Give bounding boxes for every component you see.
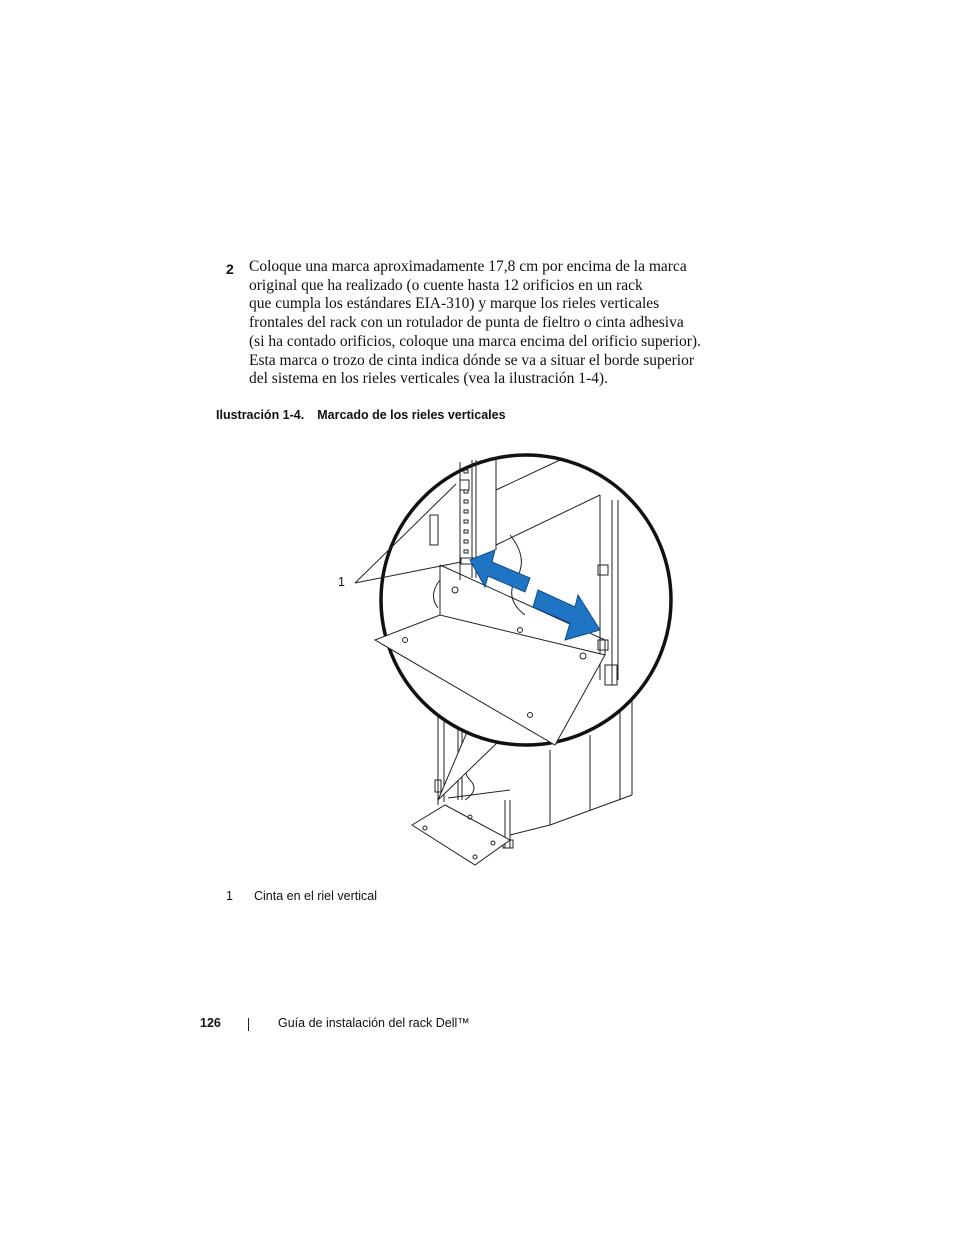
rack-shelf-lower xyxy=(412,805,510,865)
step-line: (si ha contado orificios, coloque una marca encima del orificio superior). xyxy=(249,332,701,350)
figure-caption xyxy=(216,408,506,422)
callout-number: 1 xyxy=(338,575,345,589)
legend-number: 1 xyxy=(226,889,233,903)
footer-separator xyxy=(248,1018,249,1031)
step-text xyxy=(249,258,719,389)
figure-title: Marcado de los rieles verticales xyxy=(317,408,506,422)
step-line: Esta marca o trozo de cinta indica dónde se va a situar el borde superior xyxy=(249,351,695,369)
step-number: 2 xyxy=(226,261,234,277)
figure-label: Ilustración 1-4. xyxy=(216,408,305,422)
page-number: 126 xyxy=(200,1016,221,1030)
step-line: del sistema en los rieles verticales (vea la ilustración 1-4). xyxy=(249,370,608,388)
figure-legend xyxy=(226,889,377,903)
step-line: Coloque una marca aproximadamente 17,8 cm por encima de la marca xyxy=(249,258,687,275)
step-line: frontales del rack con un rotulador de punta de fieltro o cinta adhesiva xyxy=(249,314,684,332)
tape-mark xyxy=(460,480,469,490)
legend-text: Cinta en el riel vertical xyxy=(254,889,377,903)
footer-title: Guía de instalación del rack Dell™ xyxy=(278,1016,470,1030)
step-line: que cumpla los estándares EIA-310) y marque los rieles verticales xyxy=(249,295,660,313)
rack-illustration xyxy=(320,450,680,880)
step-line: original que ha realizado (o cuente hasta 12 orificios en un rack xyxy=(249,276,643,294)
